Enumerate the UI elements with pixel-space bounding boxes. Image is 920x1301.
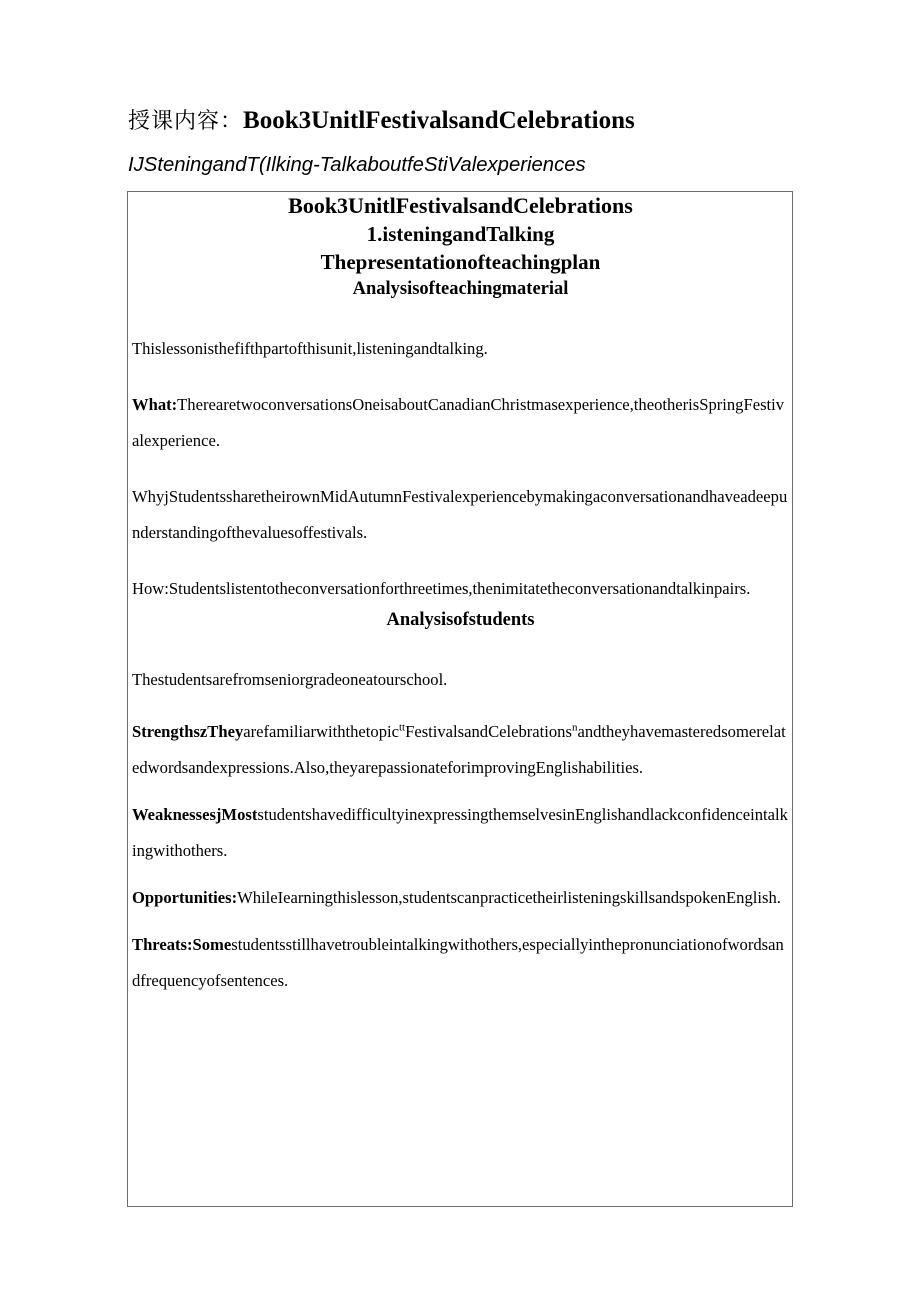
paragraph-text: Thestudentsarefromseniorgradeoneatourschool.: [132, 670, 448, 689]
quote-close-mark: n: [571, 721, 578, 734]
paragraph-text: WhyjStudentssharetheirownMidAutumnFestivalexperiencebymakingaconversationandhaveadeepunderstandingofthevaluesoffestivals.: [132, 487, 788, 542]
paragraph-why: [132, 479, 789, 551]
paragraph-text: andtheyhavemasteredsomerelatedwordsandexpressions.Also,theyarepassionateforimprovingEnglishabilities.: [132, 722, 786, 777]
box-heading-main: Book3UnitlFestivalsandCelebrations: [288, 193, 633, 218]
paragraph-lead-strengths: StrengthszThey: [132, 722, 244, 741]
document-header-line: [128, 104, 828, 138]
document-subtitle: IJSteningandT(Ilking-TalkaboutfeStiValexperiences: [128, 153, 586, 176]
paragraph-lesson-overview: [132, 331, 789, 367]
section-heading-students: Analysisofstudents: [386, 610, 535, 630]
paragraph-text: studentsstillhavetroubleintalkingwithothers,especiallyinthepronunciationofwordsandfrequencyofsentences.: [132, 935, 784, 990]
paragraph-opportunities: [132, 880, 789, 916]
content-box-inner: [128, 192, 792, 999]
paragraph-text: studentshavedifficultyinexpressingthemselvesinEnglishandlackconfidenceintalkingwithothers.: [132, 805, 788, 860]
paragraph-how: [132, 571, 789, 607]
paragraph-strengths: [132, 714, 789, 786]
paragraph-text: TherearetwoconversationsOneisaboutCanadianChristmasexperience,theotherisSpringFestivalexperience.: [132, 395, 785, 450]
paragraph-text: How:Studentslistentotheconversationforthreetimes,thenimitatetheconversationandtalkinpairs.: [132, 579, 751, 598]
content-box: [127, 191, 793, 1207]
paragraph-threats: [132, 927, 789, 999]
paragraph-text: Thislessonisthefifthpartofthisunit,listeningandtalking.: [132, 339, 488, 358]
paragraph-students-intro: [132, 662, 789, 698]
document-title: Book3UnitlFestivalsandCelebrations: [243, 107, 635, 134]
paragraph-what: [132, 387, 789, 459]
paragraph-lead-what: What:: [132, 395, 178, 414]
paragraph-lead-threats: Threats:Some: [132, 935, 232, 954]
section-heading-teaching-material: Analysisofteachingmaterial: [352, 279, 569, 299]
paragraph-text: FestivalsandCelebrations: [405, 722, 572, 741]
box-heading-sub2: Thepresentationofteachingplan: [320, 250, 601, 274]
paragraph-text: WhileIearningthislesson,studentscanpracticetheirlisteningskillsandspokenEnglish.: [237, 888, 781, 907]
paragraph-lead-opportunities: Opportunities:: [132, 888, 238, 907]
paragraph-lead-weaknesses: WeaknessesjMost: [132, 805, 258, 824]
paragraph-text: arefamiliarwiththetopic: [243, 722, 399, 741]
box-heading-sub1: 1.isteningandTalking: [366, 222, 555, 246]
teaching-content-label: 授课内容：: [128, 108, 244, 133]
paragraph-weaknesses: [132, 797, 789, 869]
quote-open-mark: tt: [398, 721, 406, 734]
document-header: [128, 104, 828, 138]
